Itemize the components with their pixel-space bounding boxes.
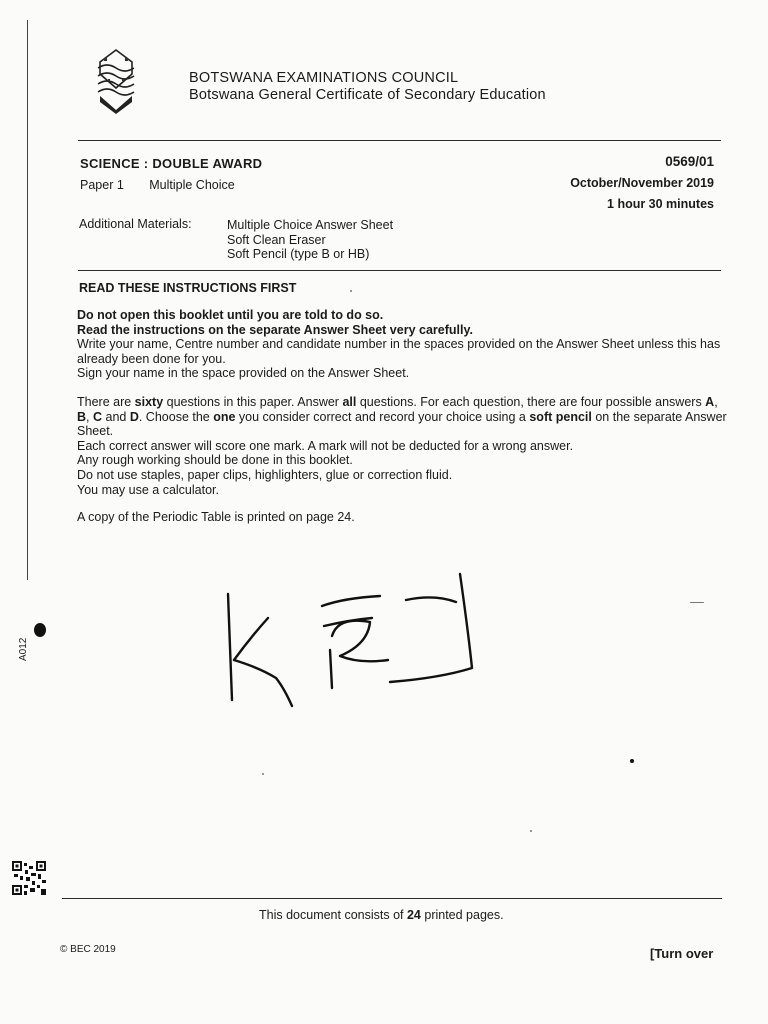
material-item: Soft Pencil (type B or HB) (227, 247, 370, 261)
materials-label: Additional Materials: (79, 217, 192, 231)
council-name: BOTSWANA EXAMINATIONS COUNCIL (189, 70, 459, 86)
materials-list (227, 218, 393, 262)
instruction-line: You may use a calculator. (77, 482, 219, 497)
margin-code-text: A012 (18, 637, 29, 661)
header-block (189, 70, 546, 104)
instruction-line: Any rough working should be done in this booklet. (77, 453, 353, 468)
page-count-note: This document consists of 24 printed pages. (259, 908, 504, 922)
scan-speck (690, 602, 704, 603)
instructions-paragraph-2 (77, 395, 727, 497)
binding-edge-line (27, 20, 28, 580)
bec-logo (90, 48, 142, 116)
ink-speck (630, 759, 634, 763)
copyright: © BEC 2019 (60, 944, 116, 955)
handwritten-key-annotation (220, 560, 490, 710)
exam-duration: 1 hour 30 minutes (607, 197, 714, 211)
syllabus-code: 0569/01 (665, 154, 714, 169)
paper-number: Paper 1 (80, 178, 124, 192)
certificate-name: Botswana General Certificate of Secondary Education (189, 87, 546, 103)
instruction-line: Do not use staples, paper clips, highlighters, glue or correction fluid. (77, 467, 453, 482)
instruction-line: Read the instructions on the separate Answer Sheet very carefully. (77, 322, 473, 337)
subject-title: SCIENCE : DOUBLE AWARD (80, 156, 263, 171)
instructions-rule (78, 270, 721, 271)
scan-speck (530, 830, 532, 832)
instruction-line: Sign your name in the space provided on the Answer Sheet. (77, 366, 410, 381)
scan-speck (350, 290, 352, 292)
registration-mark (34, 623, 46, 637)
instruction-line: Each correct answer will score one mark. A mark will not be deducted for a wrong answer. (77, 438, 574, 453)
footer-rule (62, 898, 722, 899)
instruction-line: Write your name, Centre number and candidate number in the spaces provided on the Answer Sheet unless this has already been done for you. (77, 337, 721, 366)
exam-session: October/November 2019 (570, 176, 714, 190)
margin-code (12, 613, 34, 663)
periodic-table-note: A copy of the Periodic Table is printed on page 24. (77, 510, 355, 524)
material-item: Soft Clean Eraser (227, 232, 326, 247)
paper-type: Multiple Choice (149, 178, 235, 192)
material-item: Multiple Choice Answer Sheet (227, 218, 394, 232)
scan-speck (262, 773, 264, 775)
turn-over-label: [Turn over (650, 946, 714, 961)
barcode-icon (12, 861, 46, 895)
instructions-heading: READ THESE INSTRUCTIONS FIRST (79, 281, 297, 295)
instructions-paragraph-1 (77, 308, 727, 381)
paper-line (80, 178, 235, 192)
instruction-line: Do not open this booklet until you are told to do so. (77, 308, 384, 322)
top-rule (78, 140, 721, 141)
instruction-line: There are sixty questions in this paper. Answer all questions. For each question, there are four possible answers A, B, C and D. Choose the one you consider correct and record your choice using a soft pencil on the separate Answer Sheet. (77, 395, 727, 439)
